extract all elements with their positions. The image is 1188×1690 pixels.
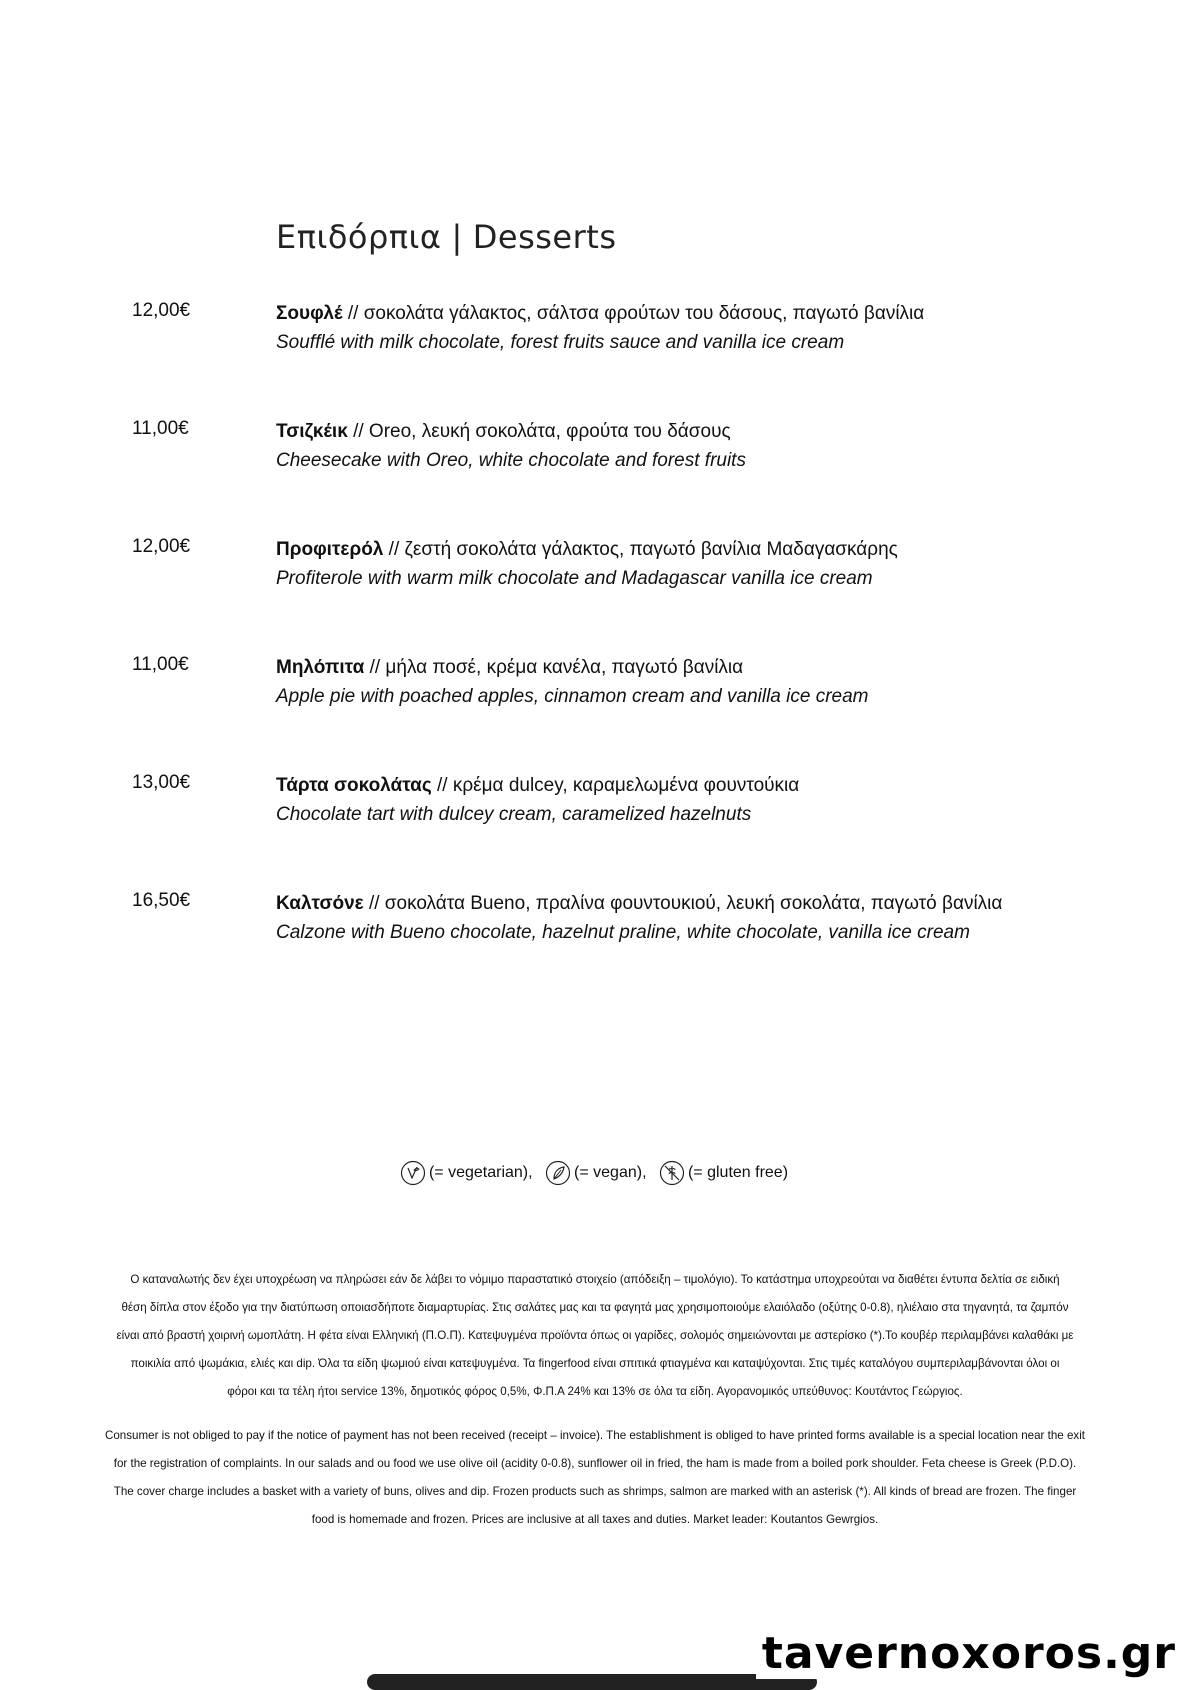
title-separator: |: [451, 218, 463, 256]
item-name: Προφιτερόλ: [276, 539, 384, 560]
item-name: Σουφλέ: [276, 303, 343, 324]
legal-line: φόροι και τα τέλη ήτοι service 13%, δημοτικός φόρος 0,5%, Φ.Π.Α 24% και 13% σε όλα τα είδη. Αγορανομικός υπεύθυνος: Κουτάντος Γεώργιος.: [227, 1385, 963, 1398]
item-description-greek: // σοκολάτα Bueno, πραλίνα φουντουκιού, λευκή σοκολάτα, παγωτό βανίλια: [363, 893, 1003, 914]
legal-line: θέση δίπλα στον έξοδο για την διατύπωση οποιασδήποτε διαμαρτυρίας. Στις σαλάτες μας και τα φαγητά μας χρησιμοποιούμε ελαιόλαδο (οξύτης 0-0.8), ηλιέλαιο στα τηγανητά, τα ζαμπόν: [121, 1301, 1069, 1314]
scroll-indicator[interactable]: [367, 1674, 817, 1690]
item-description-english: Profiterole with warm milk chocolate and Madagascar vanilla ice cream: [276, 568, 873, 589]
item-price: 11,00€: [132, 654, 189, 675]
item-price: 12,00€: [132, 536, 191, 557]
item-price: 11,00€: [132, 418, 189, 439]
item-price: 13,00€: [132, 772, 191, 793]
item-name: Τσιζκέικ: [276, 421, 348, 442]
dietary-legend: [0, 1160, 1188, 1191]
gluten-free-label: (= gluten free): [687, 1164, 789, 1181]
item-description-greek: // κρέμα dulcey, καραμελωμένα φουντούκια: [431, 775, 800, 796]
menu-header: [276, 218, 616, 256]
title-greek: Επιδόρπια: [276, 218, 442, 256]
item-description-greek: // σοκολάτα γάλακτος, σάλτσα φρούτων του δάσους, παγωτό βανίλια: [342, 303, 925, 324]
item-price: 16,50€: [132, 890, 191, 911]
legal-line: Ο καταναλωτής δεν έχει υποχρέωση να πληρώσει εάν δε λάβει το νόμιμο παραστατικό στοιχείο (απόδειξη – τιμολόγιο). Το κατάστημα υποχρεούται να διαθέτει έντυπα δελτία σε ειδική: [130, 1273, 1060, 1286]
vegan-label: (= vegan),: [574, 1164, 647, 1181]
item-description-english: Soufflé with milk chocolate, forest fruits sauce and vanilla ice cream: [276, 332, 845, 353]
legal-notice-english: [50, 1422, 1140, 1534]
item-name: Μηλόπιτα: [276, 657, 365, 678]
item-description-english: Apple pie with poached apples, cinnamon cream and vanilla ice cream: [276, 686, 869, 707]
gluten-free-icon: [659, 1160, 685, 1186]
vegetarian-icon: [400, 1160, 426, 1186]
legal-line: food is homemade and frozen. Prices are inclusive at all taxes and duties. Market leader: Koutantos Gewrgios.: [311, 1513, 879, 1526]
item-name: Τάρτα σοκολάτας: [276, 775, 432, 796]
item-description-english: Chocolate tart with dulcey cream, caramelized hazelnuts: [276, 804, 752, 825]
item-description-english: Cheesecake with Oreo, white chocolate and forest fruits: [276, 450, 746, 471]
item-name: Καλτσόνε: [276, 893, 364, 914]
watermark: tavernoxoros.gr: [756, 1628, 1182, 1679]
legal-line: Consumer is not obliged to pay if the notice of payment has not been received (receipt – invoice). The establishment is obliged to have printed forms available is a special location near the exit: [104, 1429, 1085, 1442]
legal-line: είναι από βραστή χοιρινή ωμοπλάτη. Η φέτα είναι Ελληνική (Π.Ο.Π). Κατεψυγμένα προϊόντα όπως οι γαρίδες, σολομός σημειώνονται με αστερίσκο (*).Το κουβέρ περιλαμβάνει καλαθάκι με: [116, 1329, 1074, 1342]
vegan-icon: [545, 1160, 571, 1186]
legal-line: for the registration of complaints. In our salads and ou food we use olive oil (acidity 0-0.8), sunflower oil in fried, the ham is made from a boiled pork shoulder. Feta cheese is Greek (P.D.O).: [113, 1457, 1077, 1470]
item-description-english: Calzone with Bueno chocolate, hazelnut praline, white chocolate, vanilla ice cream: [276, 922, 970, 943]
item-description-greek: // Oreo, λευκή σοκολάτα, φρούτα του δάσους: [347, 421, 731, 442]
item-description-greek: // μήλα ποσέ, κρέμα κανέλα, παγωτό βανίλια: [364, 657, 744, 678]
item-price: 12,00€: [132, 300, 191, 321]
title-english: Desserts: [472, 218, 617, 256]
legal-notice-greek: [50, 1266, 1140, 1406]
vegetarian-label: (= vegetarian),: [428, 1164, 533, 1181]
legal-line: The cover charge includes a basket with a variety of buns, olives and dip. Frozen products such as shrimps, salmon are marked with an asterisk (*). All kinds of bread are frozen. The finger: [113, 1485, 1077, 1498]
legal-line: ποικιλία από ψωμάκια, ελιές και dip. Όλα τα είδη ψωμιού είναι κατεψυγμένα. Τα fingerfood είναι σπιτικά φτιαγμένα και καταψύχονται. Στις τιμές καταλόγου συμπεριλαμβάνονται όλοι οι: [130, 1357, 1060, 1370]
item-description-greek: // ζεστή σοκολάτα γάλακτος, παγωτό βανίλια Μαδαγασκάρης: [383, 539, 898, 560]
